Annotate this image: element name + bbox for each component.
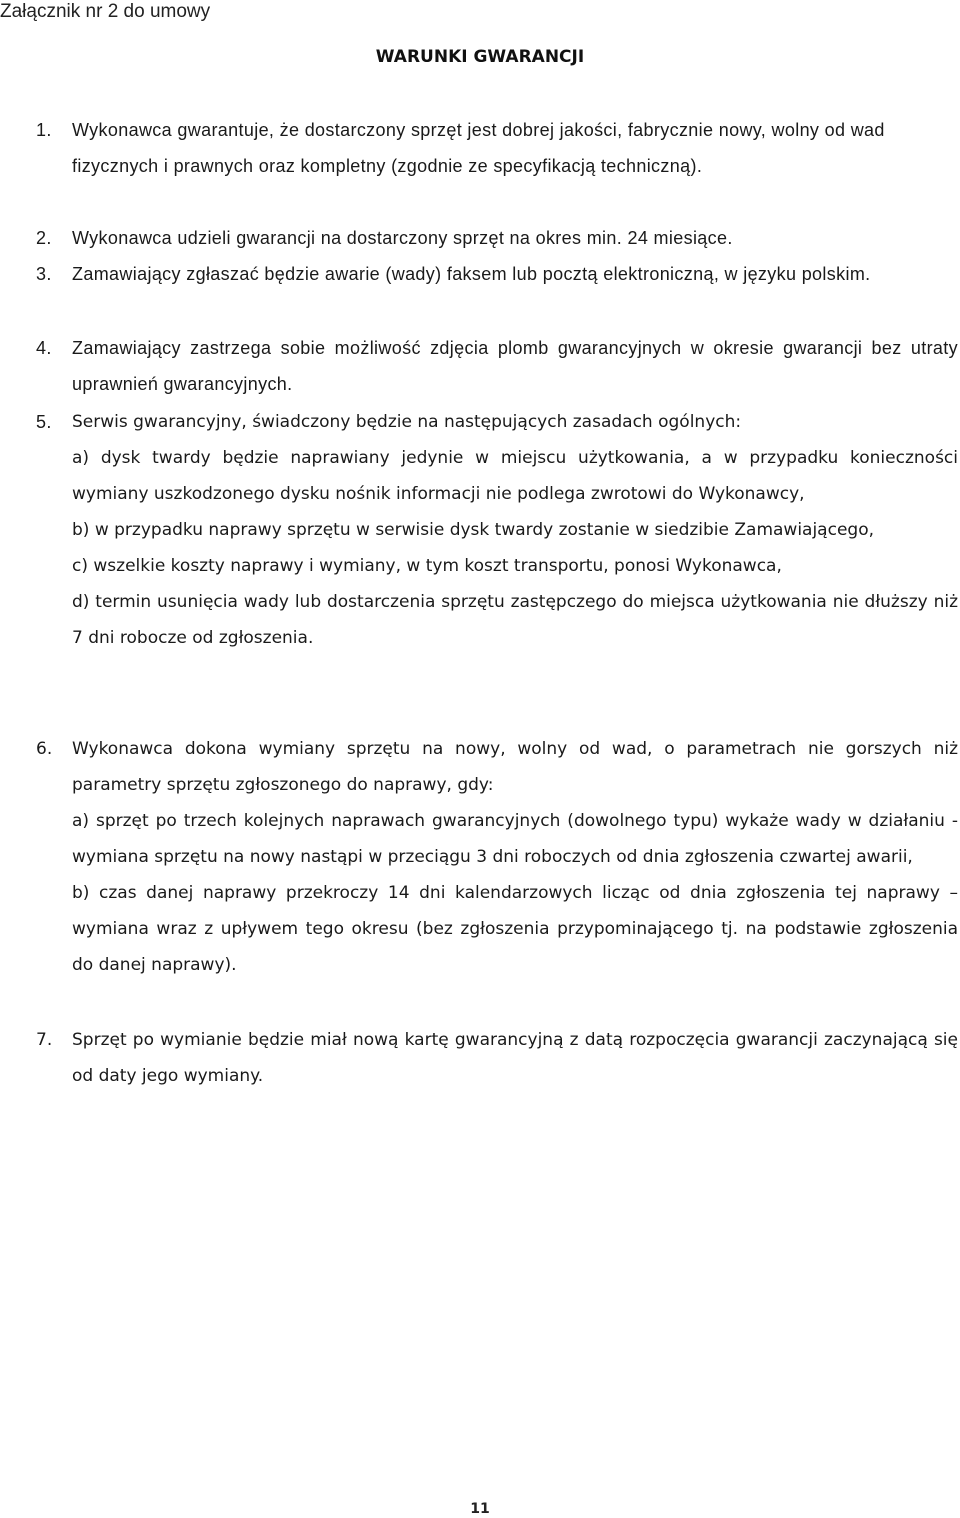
clause-7 xyxy=(0,1022,958,1094)
clause-5 xyxy=(0,404,958,656)
clause-1-text: Wykonawca gwarantuje, że dostarczony sprzęt jest dobrej jakości, fabrycznie nowy, wolny od wad fizycznych i prawnych oraz kompletny (zgodnie ze specyfikacją techniczną). xyxy=(72,120,885,176)
clause-5-item-d: d) termin usunięcia wady lub dostarczenia sprzętu zastępczego do miejsca użytkowania nie dłuższy niż 7 dni robocze od zgłoszenia. xyxy=(72,592,958,648)
clause-6-item-a: a) sprzęt po trzech kolejnych naprawach gwarancyjnych (dowolnego typu) wykaże wady w działaniu - wymiana sprzętu na nowy nastąpi w przeciągu 3 dni roboczych od dnia zgłoszenia czwartej awarii, xyxy=(72,811,958,867)
clause-4-text: Zamawiający zastrzega sobie możliwość zdjęcia plomb gwarancyjnych w okresie gwarancji bez utraty uprawnień gwarancyjnych. xyxy=(72,338,958,394)
clause-1 xyxy=(0,112,958,184)
clause-4-number: 4. xyxy=(36,338,52,358)
clause-1-number: 1. xyxy=(36,120,52,140)
page-number: 11 xyxy=(470,1501,490,1517)
clause-4 xyxy=(0,330,958,402)
clause-3-number: 3. xyxy=(36,264,52,284)
annex-label: Załącznik nr 2 do umowy xyxy=(0,1,211,22)
clause-5-item-c: c) wszelkie koszty naprawy i wymiany, w tym koszt transportu, ponosi Wykonawca, xyxy=(72,556,782,576)
clause-6 xyxy=(0,731,958,983)
clause-5-body xyxy=(72,404,958,656)
clause-2-text: Wykonawca udzieli gwarancji na dostarczony sprzęt na okres min. 24 miesiące. xyxy=(72,228,733,248)
clause-3 xyxy=(0,256,958,292)
clause-6-intro: Wykonawca dokona wymiany sprzętu na nowy, wolny od wad, o parametrach nie gorszych niż parametry sprzętu zgłoszonego do naprawy, gdy: xyxy=(72,739,958,795)
clause-5-item-b: b) w przypadku naprawy sprzętu w serwisie dysk twardy zostanie w siedzibie Zamawiającego, xyxy=(72,520,875,540)
clause-6-item-b: b) czas danej naprawy przekroczy 14 dni kalendarzowych licząc od dnia zgłoszenia tej naprawy – wymiana wraz z upływem tego okresu (bez zgłoszenia przypominającego tj. na podstawie zgłoszenia do danej naprawy). xyxy=(72,883,958,975)
clause-5-number: 5. xyxy=(36,412,52,432)
clause-5-item-a: a) dysk twardy będzie naprawiany jedynie w miejscu użytkowania, a w przypadku konieczności wymiany uszkodzonego dysku nośnik informacji nie podlega zwrotowi do Wykonawcy, xyxy=(72,448,958,504)
clause-2 xyxy=(0,220,958,256)
clause-7-text: Sprzęt po wymianie będzie miał nową kartę gwarancyjną z datą rozpoczęcia gwarancji zaczynającą się od daty jego wymiany. xyxy=(72,1030,958,1086)
clause-2-number: 2. xyxy=(36,228,52,248)
clause-6-number: 6. xyxy=(36,739,53,759)
clause-3-text: Zamawiający zgłaszać będzie awarie (wady) faksem lub pocztą elektroniczną, w języku polskim. xyxy=(72,264,871,284)
document-title: WARUNKI GWARANCJI xyxy=(375,47,585,67)
clause-7-number: 7. xyxy=(36,1030,53,1050)
clause-5-intro: Serwis gwarancyjny, świadczony będzie na następujących zasadach ogólnych: xyxy=(72,412,742,432)
clause-6-body xyxy=(72,731,958,983)
